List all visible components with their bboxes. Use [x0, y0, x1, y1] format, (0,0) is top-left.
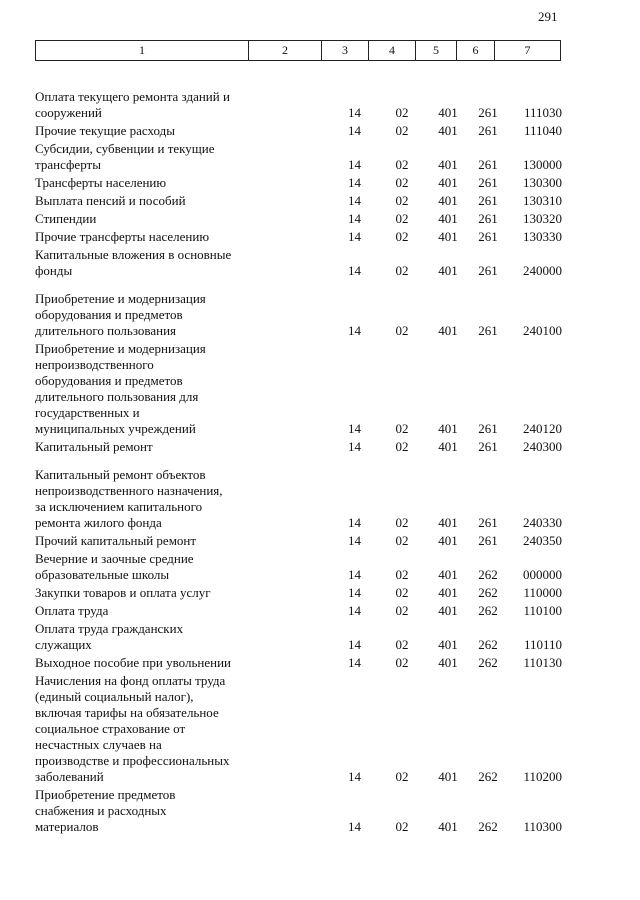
code-section: 14 — [348, 421, 361, 436]
code-economic: 130000 — [523, 157, 562, 172]
table-row — [35, 209, 575, 227]
code-section: 14 — [348, 567, 361, 582]
code-type: 261 — [478, 211, 498, 226]
code-economic: 110130 — [523, 655, 562, 670]
code-section: 14 — [348, 229, 361, 244]
page-number: 291 — [538, 9, 558, 24]
column-header-5: 5 — [416, 41, 457, 61]
table-row — [35, 87, 575, 121]
code-section: 14 — [348, 175, 361, 190]
code-subsection: 02 — [395, 323, 409, 338]
item-name: Трансферты населению — [35, 175, 167, 190]
code-target: 401 — [438, 533, 458, 548]
code-economic: 110000 — [523, 585, 562, 600]
item-name: Приобретение предметов снабжения и расходных материалов — [35, 787, 176, 834]
code-target: 401 — [438, 157, 458, 172]
table-row — [35, 455, 575, 531]
code-economic: 110200 — [523, 769, 562, 784]
table-row — [35, 227, 575, 245]
code-type: 262 — [478, 769, 498, 784]
code-section: 14 — [348, 515, 361, 530]
code-type: 262 — [478, 819, 498, 834]
code-section: 14 — [348, 819, 361, 834]
item-name: Прочие трансферты населению — [35, 229, 210, 244]
column-header-row — [36, 41, 561, 61]
item-name: Прочий капитальный ремонт — [35, 533, 197, 548]
table-row — [35, 531, 575, 549]
code-type: 262 — [478, 567, 498, 582]
code-subsection: 02 — [395, 123, 409, 138]
code-subsection: 02 — [395, 211, 409, 226]
code-subsection: 02 — [395, 769, 409, 784]
code-economic: 130310 — [523, 193, 562, 208]
code-subsection: 02 — [395, 193, 409, 208]
code-section: 14 — [348, 157, 361, 172]
code-type: 261 — [478, 157, 498, 172]
code-target: 401 — [438, 229, 458, 244]
code-type: 261 — [478, 533, 498, 548]
code-economic: 110100 — [523, 603, 562, 618]
column-header-6: 6 — [457, 41, 495, 61]
code-target: 401 — [438, 567, 458, 582]
table-row — [35, 121, 575, 139]
table-row — [35, 601, 575, 619]
code-target: 401 — [438, 655, 458, 670]
item-name: Приобретение и модернизация непроизводственного оборудования и предметов длительного пользования для государственных и муниципальных учреждений — [35, 341, 206, 436]
code-economic: 240330 — [523, 515, 562, 530]
table-row — [35, 339, 575, 437]
code-target: 401 — [438, 585, 458, 600]
budget-table — [35, 87, 575, 835]
code-section: 14 — [348, 637, 361, 652]
item-name: Капитальный ремонт — [35, 439, 153, 454]
code-subsection: 02 — [395, 533, 409, 548]
code-section: 14 — [348, 263, 361, 278]
table-row — [35, 549, 575, 583]
code-subsection: 02 — [395, 175, 409, 190]
code-section: 14 — [348, 323, 361, 338]
code-target: 401 — [438, 193, 458, 208]
code-type: 261 — [478, 105, 498, 120]
code-economic: 111040 — [523, 123, 562, 138]
code-type: 262 — [478, 655, 498, 670]
code-subsection: 02 — [395, 439, 409, 454]
table-row — [35, 671, 575, 785]
item-name: Капитальные вложения в основные фонды — [35, 247, 232, 278]
code-type: 262 — [478, 603, 498, 618]
code-target: 401 — [438, 211, 458, 226]
code-economic: 240000 — [523, 263, 562, 278]
code-economic: 110300 — [523, 819, 562, 834]
code-subsection: 02 — [395, 515, 409, 530]
code-type: 261 — [478, 323, 498, 338]
code-subsection: 02 — [395, 229, 409, 244]
table-row — [35, 785, 575, 835]
code-target: 401 — [438, 769, 458, 784]
column-header-2: 2 — [249, 41, 322, 61]
code-type: 261 — [478, 123, 498, 138]
code-type: 261 — [478, 193, 498, 208]
table-row — [35, 139, 575, 173]
code-type: 261 — [478, 175, 498, 190]
code-type: 261 — [478, 229, 498, 244]
code-target: 401 — [438, 819, 458, 834]
item-name: Закупки товаров и оплата услуг — [35, 585, 211, 600]
code-subsection: 02 — [395, 637, 409, 652]
code-section: 14 — [348, 585, 361, 600]
item-name: Выходное пособие при увольнении — [35, 655, 231, 670]
code-section: 14 — [348, 211, 361, 226]
item-name: Оплата труда гражданских служащих — [35, 621, 184, 652]
code-target: 401 — [438, 123, 458, 138]
code-economic: 110110 — [523, 637, 562, 652]
table-row — [35, 245, 575, 279]
code-type: 262 — [478, 585, 498, 600]
column-header-3: 3 — [322, 41, 369, 61]
code-subsection: 02 — [395, 819, 409, 834]
code-type: 261 — [478, 421, 498, 436]
code-subsection: 02 — [395, 585, 409, 600]
table-row — [35, 653, 575, 671]
code-target: 401 — [438, 323, 458, 338]
column-header-7: 7 — [495, 41, 561, 61]
code-economic: 240120 — [523, 421, 562, 436]
code-economic: 111030 — [523, 105, 562, 120]
code-economic: 130320 — [523, 211, 562, 226]
column-header-4: 4 — [369, 41, 416, 61]
code-section: 14 — [348, 603, 361, 618]
code-subsection: 02 — [395, 567, 409, 582]
item-name: Субсидии, субвенции и текущие трансферты — [35, 141, 215, 172]
code-target: 401 — [438, 603, 458, 618]
item-name: Выплата пенсий и пособий — [35, 193, 186, 208]
column-header-table — [35, 40, 561, 61]
code-target: 401 — [438, 515, 458, 530]
code-section: 14 — [348, 105, 361, 120]
code-subsection: 02 — [395, 157, 409, 172]
code-section: 14 — [348, 123, 361, 138]
table-row — [35, 279, 575, 339]
code-target: 401 — [438, 105, 458, 120]
item-name: Приобретение и модернизация оборудования и предметов длительного пользования — [35, 291, 206, 338]
table-row — [35, 191, 575, 209]
code-target: 401 — [438, 439, 458, 454]
table-row — [35, 619, 575, 653]
item-name: Капитальный ремонт объектов непроизводственного назначения, за исключением капитального ремонта жилого фонда — [35, 467, 223, 530]
code-economic: 240100 — [523, 323, 562, 338]
code-target: 401 — [438, 637, 458, 652]
item-name: Начисления на фонд оплаты труда (единый социальный налог), включая тарифы на обязательное социальное страхование от несчастных случаев на производстве и профессиональных заболеваний — [35, 673, 230, 784]
code-target: 401 — [438, 263, 458, 278]
code-subsection: 02 — [395, 105, 409, 120]
code-economic: 130300 — [523, 175, 562, 190]
code-subsection: 02 — [395, 263, 409, 278]
column-header-1: 1 — [36, 41, 249, 61]
code-type: 261 — [478, 515, 498, 530]
code-section: 14 — [348, 439, 361, 454]
code-subsection: 02 — [395, 421, 409, 436]
budget-table-body — [35, 87, 575, 835]
table-row — [35, 173, 575, 191]
item-name: Оплата текущего ремонта зданий и сооружений — [35, 89, 230, 120]
code-economic: 240350 — [523, 533, 562, 548]
table-row — [35, 437, 575, 455]
item-name: Прочие текущие расходы — [35, 123, 175, 138]
code-economic: 130330 — [523, 229, 562, 244]
code-section: 14 — [348, 193, 361, 208]
table-row — [35, 583, 575, 601]
code-subsection: 02 — [395, 655, 409, 670]
code-type: 261 — [478, 263, 498, 278]
code-section: 14 — [348, 533, 361, 548]
code-section: 14 — [348, 769, 361, 784]
code-section: 14 — [348, 655, 361, 670]
code-target: 401 — [438, 421, 458, 436]
code-type: 262 — [478, 637, 498, 652]
code-economic: 240300 — [523, 439, 562, 454]
code-economic: 000000 — [523, 567, 562, 582]
code-target: 401 — [438, 175, 458, 190]
item-name: Оплата труда — [35, 603, 109, 618]
code-type: 261 — [478, 439, 498, 454]
item-name: Стипендии — [35, 211, 97, 226]
item-name: Вечерние и заочные средние образовательные школы — [35, 551, 194, 582]
code-subsection: 02 — [395, 603, 409, 618]
